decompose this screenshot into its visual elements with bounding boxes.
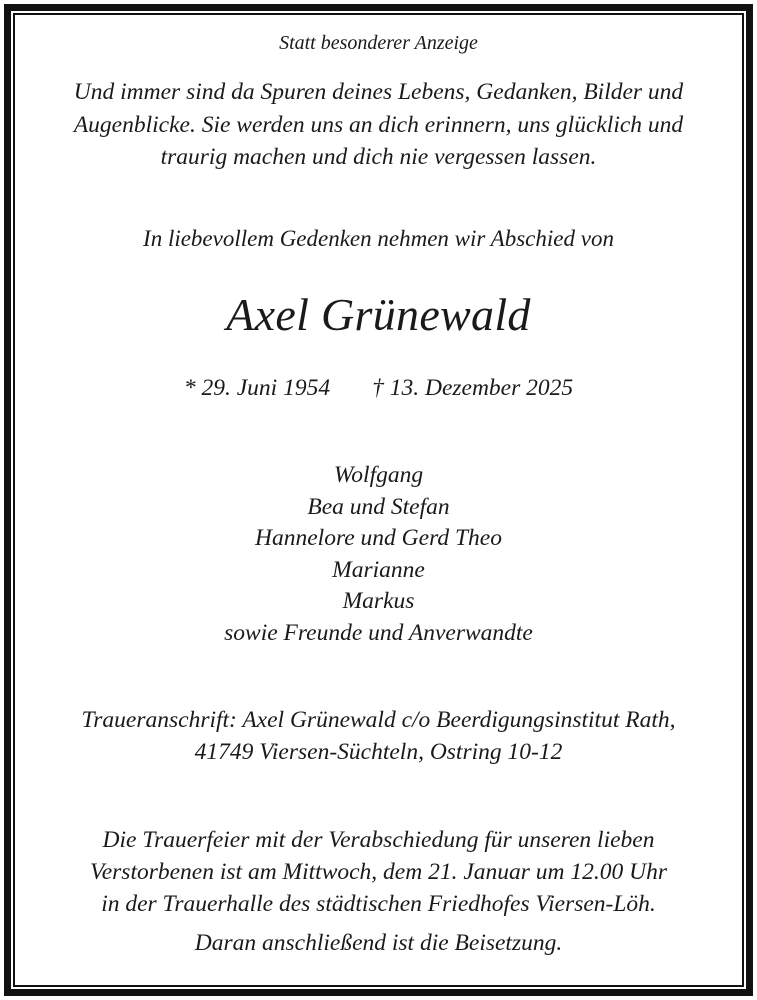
- mourner: Markus: [342, 588, 415, 614]
- poem-line: Augenblicke. Sie werden uns an dich erinnern, uns glücklich und: [73, 111, 684, 138]
- poem-line: Und immer sind da Spuren deines Lebens, Gedanken, Bilder und: [73, 79, 684, 105]
- ceremony-info: [0, 824, 757, 920]
- address-line: 41749 Viersen-Süchteln, Ostring 10-12: [194, 739, 563, 765]
- ceremony-line: Die Trauerfeier mit der Verabschiedung für unseren lieben: [102, 827, 655, 853]
- mourner: Hannelore und Gerd Theo: [255, 525, 502, 551]
- death-date: † 13. Dezember 2025: [372, 375, 574, 401]
- mourning-address: [0, 704, 757, 768]
- life-dates: [0, 375, 757, 402]
- mourner: Marianne: [332, 556, 425, 583]
- mourner: sowie Freunde und Anverwandte: [224, 619, 533, 646]
- mourner: Bea und Stefan: [307, 493, 450, 520]
- birth-date: * 29. Juni 1954: [183, 375, 331, 401]
- intro-text: Statt besonderer Anzeige: [279, 32, 478, 54]
- poem: [0, 76, 757, 174]
- deceased-name: Axel Grünewald: [226, 289, 531, 340]
- mourner: Wolfgang: [333, 462, 424, 488]
- mourners-list: [0, 460, 757, 649]
- burial-info: Daran anschließend ist die Beisetzung.: [194, 930, 563, 956]
- ceremony-line: Verstorbenen ist am Mittwoch, dem 21. Januar um 12.00 Uhr: [89, 859, 667, 885]
- address-line: Traueranschrift: Axel Grünewald c/o Beerdigungsinstitut Rath,: [81, 707, 676, 733]
- ceremony-line: in der Trauerhalle des städtischen Friedhofes Viersen-Löh.: [101, 891, 656, 917]
- poem-line: traurig machen und dich nie vergessen lassen.: [160, 144, 597, 170]
- farewell-text: In liebevollem Gedenken nehmen wir Abschied von: [143, 226, 614, 251]
